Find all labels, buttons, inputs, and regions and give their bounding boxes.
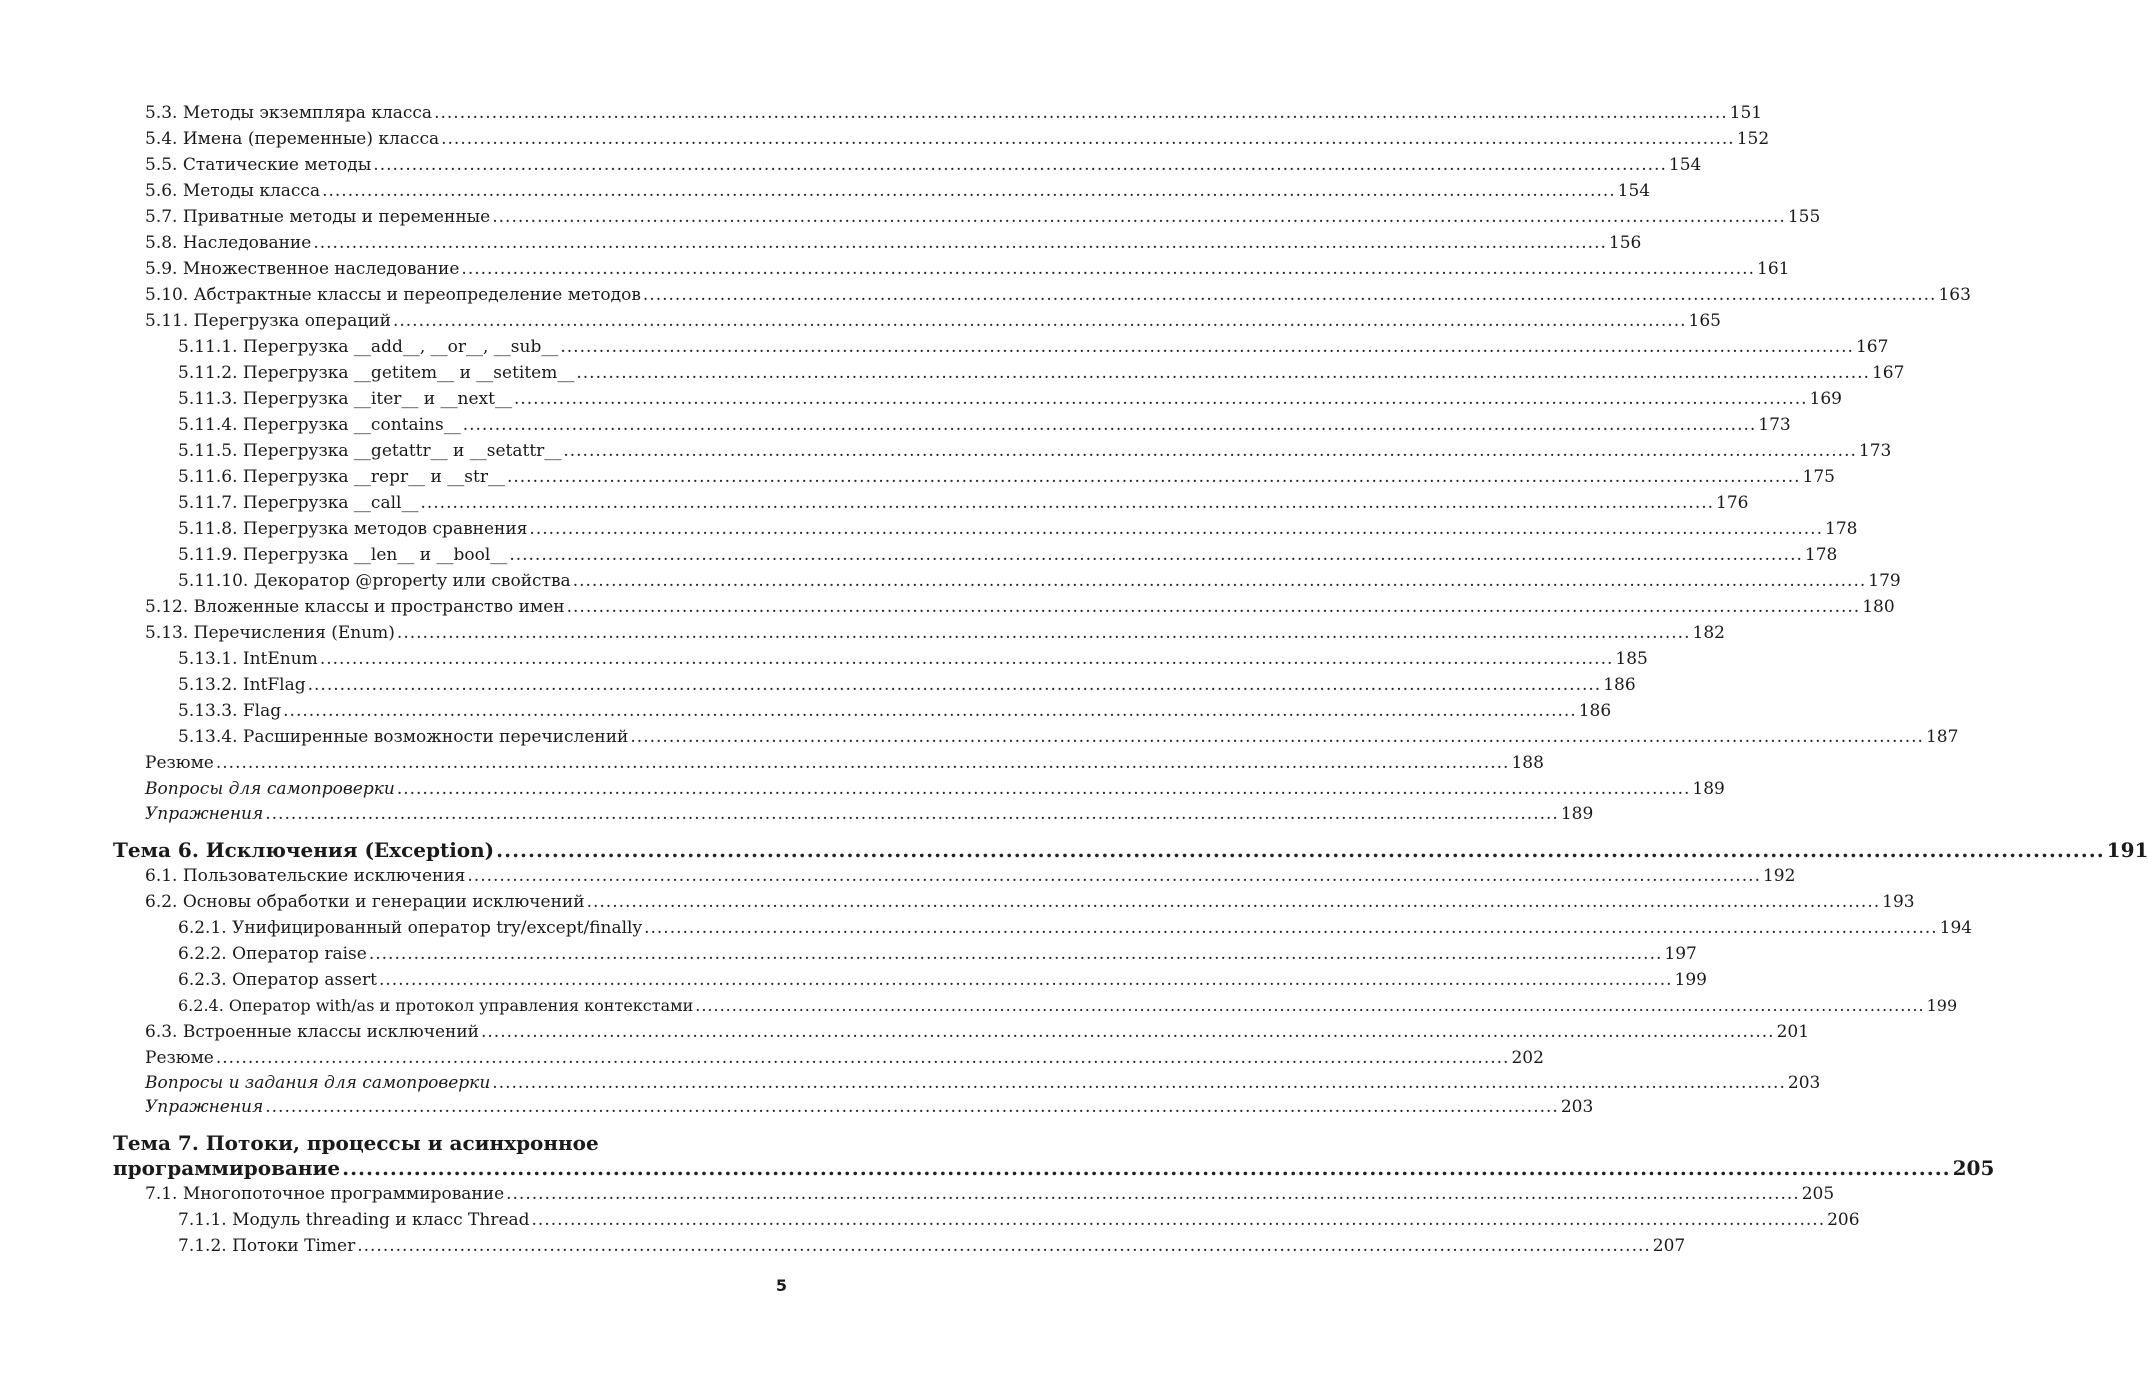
toc-entry-title: 5.13.2. IntFlag	[178, 675, 306, 695]
dot-leader: ..........................................................................................................................................................................................................	[642, 285, 1937, 305]
toc-entry-page: 189	[1560, 804, 1594, 824]
toc-entry-page: 179	[1868, 571, 1901, 591]
toc-entry-page: 189	[1692, 779, 1725, 799]
toc-entry	[178, 967, 1707, 993]
toc-entry-title: Вопросы и задания для самопроверки	[145, 1073, 491, 1093]
toc-entry-title: 7.1.1. Модуль threading и класс Thread	[178, 1210, 530, 1230]
dot-leader: ..........................................................................................................................................................................................................	[215, 1048, 1510, 1068]
toc-entry	[145, 1094, 1594, 1120]
toc-entry-page: 199	[1926, 996, 1958, 1015]
toc-entry-title: 7.1. Многопоточное программирование	[145, 1184, 505, 1204]
toc-entry	[178, 993, 1958, 1019]
toc-entry-page: 175	[1802, 467, 1835, 487]
toc-entry	[145, 801, 1594, 827]
toc-entry-title: 6.3. Встроенные классы исключений	[145, 1022, 479, 1042]
toc-entry-title: 5.11.8. Перегрузка методов сравнения	[178, 519, 528, 539]
toc-entry-page: 199	[1674, 970, 1707, 990]
dot-leader: ..........................................................................................................................................................................................................	[529, 519, 1823, 539]
toc-entry	[178, 386, 1842, 412]
toc-entry-page: 178	[1804, 545, 1838, 565]
dot-leader: ..........................................................................................................................................................................................................	[265, 804, 1559, 824]
toc-entry	[178, 542, 1838, 568]
dot-leader: ..........................................................................................................................................................................................................	[265, 1097, 1559, 1117]
toc-entry-page: 167	[1871, 363, 1905, 383]
dot-leader: ..........................................................................................................................................................................................................	[441, 129, 1735, 149]
dot-leader: ..........................................................................................................................................................................................................	[506, 1184, 1800, 1204]
toc-entry-page: 186	[1578, 701, 1612, 721]
toc-entry	[178, 568, 1901, 594]
dot-leader: ..........................................................................................................................................................................................................	[357, 1236, 1651, 1256]
dot-leader: ..........................................................................................................................................................................................................	[396, 623, 1691, 643]
toc-entry-page: 154	[1668, 155, 1702, 175]
toc-entry	[178, 724, 1959, 750]
toc-entry	[145, 1019, 1810, 1045]
toc-entry-title: программирование	[113, 1156, 341, 1180]
toc-entry	[145, 863, 1796, 889]
toc-entry-page: 187	[1925, 727, 1959, 747]
toc-entry-title: Вопросы для самопроверки	[145, 779, 395, 799]
toc-entry	[178, 438, 1892, 464]
toc-entry-title: 5.7. Приватные методы и переменные	[145, 207, 491, 227]
toc-entry-page: 202	[1511, 1048, 1544, 1068]
toc-entry-title: Упражнения	[145, 804, 264, 824]
toc-entry	[178, 1207, 1860, 1233]
dot-leader: ..........................................................................................................................................................................................................	[572, 571, 1867, 591]
toc-entry-page: 194	[1939, 918, 1973, 938]
dot-leader: ..........................................................................................................................................................................................................	[396, 779, 1691, 799]
toc-entry-title: Тема 6. Исключения (Exception)	[113, 838, 495, 862]
toc-entry-page: 203	[1560, 1097, 1594, 1117]
toc-entry	[178, 464, 1835, 490]
toc-entry	[145, 308, 1721, 334]
toc-entry-page: 193	[1882, 892, 1915, 912]
toc-entry-title: 7.1.2. Потоки Timer	[178, 1236, 356, 1256]
toc-entry-title: 6.2. Основы обработки и генерации исключений	[145, 892, 585, 912]
dot-leader: ..........................................................................................................................................................................................................	[307, 675, 1602, 695]
dot-leader: ..........................................................................................................................................................................................................	[313, 233, 1607, 253]
dot-leader: ..........................................................................................................................................................................................................	[695, 996, 1925, 1015]
toc-entry-title: Резюме	[145, 753, 214, 773]
dot-leader: ..........................................................................................................................................................................................................	[576, 363, 1870, 383]
dot-leader: ..........................................................................................................................................................................................................	[566, 597, 1861, 617]
toc-entry-page: 151	[1729, 103, 1763, 123]
toc-entry-title: 5.11.4. Перегрузка __contains__	[178, 415, 461, 435]
dot-leader: ..........................................................................................................................................................................................................	[434, 103, 1728, 123]
toc-entry-title: 5.13.1. IntEnum	[178, 649, 318, 669]
toc-entry-title: 5.11.6. Перегрузка __repr__ и __str__	[178, 467, 505, 487]
toc-entry-title: 6.2.1. Унифицированный оператор try/except/finally	[178, 918, 643, 938]
toc-entry-page: 167	[1855, 337, 1889, 357]
toc-entry-title: 5.6. Методы класса	[145, 181, 321, 201]
dot-leader: ..........................................................................................................................................................................................................	[492, 207, 1786, 227]
toc-entry-title: Упражнения	[145, 1097, 264, 1117]
dot-leader: ..........................................................................................................................................................................................................	[513, 389, 1808, 409]
toc-entry	[178, 915, 1973, 941]
toc-entry-title: 5.11.2. Перегрузка __getitem__ и __setitem__	[178, 363, 575, 383]
dot-leader: ..........................................................................................................................................................................................................	[461, 259, 1755, 279]
toc-entry	[145, 230, 1642, 256]
toc-entry-title: 5.3. Методы экземпляра класса	[145, 103, 433, 123]
page-number: 5	[775, 1276, 787, 1295]
toc-entry-title: 5.11.1. Перегрузка __add__, __or__, __sub__	[178, 337, 559, 357]
toc-entry-page: 188	[1511, 753, 1544, 773]
toc-entry	[178, 334, 1889, 360]
toc-entry-title: Резюме	[145, 1048, 214, 1068]
toc-entry	[145, 100, 1763, 126]
toc-entry-page: 207	[1652, 1236, 1686, 1256]
toc-entry-title: 5.11. Перегрузка операций	[145, 311, 391, 331]
toc-entry	[145, 776, 1725, 802]
toc-entry-page: 173	[1858, 441, 1892, 461]
toc-entry	[145, 1045, 1544, 1071]
toc-entry-page: 154	[1617, 181, 1651, 201]
dot-leader: ..........................................................................................................................................................................................................	[492, 1073, 1786, 1093]
toc-entry-page: 191	[2106, 838, 2148, 862]
toc-entry	[178, 516, 1858, 542]
dot-leader: ..........................................................................................................................................................................................................	[509, 545, 1803, 565]
toc-entry-page: 186	[1603, 675, 1636, 695]
toc-entry-page: 176	[1716, 493, 1749, 513]
dot-leader: ..........................................................................................................................................................................................................	[462, 415, 1757, 435]
toc-entry-page: 185	[1615, 649, 1648, 669]
toc-entry-title: 6.2.2. Оператор raise	[178, 944, 367, 964]
toc-entry-page: 205	[1952, 1156, 1995, 1180]
toc-entry	[145, 282, 1971, 308]
toc-entry	[145, 750, 1544, 776]
toc-entry	[178, 646, 1648, 672]
toc-entry	[145, 256, 1790, 282]
toc-chapter-title-line: Тема 7. Потоки, процессы и асинхронное	[113, 1131, 599, 1155]
toc-entry-page: 156	[1608, 233, 1642, 253]
toc-entry	[178, 490, 1749, 516]
toc-entry-page: 161	[1757, 259, 1790, 279]
toc-entry	[145, 594, 1895, 620]
toc-entry	[178, 1233, 1686, 1259]
toc-entry-title: 5.13. Перечисления (Enum)	[145, 623, 395, 643]
dot-leader: ..........................................................................................................................................................................................................	[630, 727, 1924, 747]
toc-entry	[145, 178, 1651, 204]
toc-entry-page: 205	[1801, 1184, 1835, 1204]
toc-entry	[145, 204, 1821, 230]
toc-chapter-entry	[113, 1154, 1995, 1182]
toc-entry-title: 5.13.4. Расширенные возможности перечислений	[178, 727, 629, 747]
toc-entry-title: 5.12. Вложенные классы и пространство имен	[145, 597, 565, 617]
toc-entry-page: 197	[1664, 944, 1697, 964]
toc-entry	[145, 620, 1725, 646]
dot-leader: ..........................................................................................................................................................................................................	[368, 944, 1663, 964]
dot-leader: ..........................................................................................................................................................................................................	[560, 337, 1854, 357]
dot-leader: ..........................................................................................................................................................................................................	[531, 1210, 1826, 1230]
toc-entry-title: 5.11.5. Перегрузка __getattr__ и __setattr__	[178, 441, 562, 461]
toc-entry	[178, 412, 1791, 438]
toc-entry-title: 5.10. Абстрактные классы и переопределение методов	[145, 285, 641, 305]
dot-leader: ..........................................................................................................................................................................................................	[496, 838, 2105, 862]
toc-entry-page: 201	[1776, 1022, 1810, 1042]
toc-entry-title: 5.5. Статические методы	[145, 155, 372, 175]
dot-leader: ..........................................................................................................................................................................................................	[373, 155, 1667, 175]
dot-leader: ..........................................................................................................................................................................................................	[322, 181, 1616, 201]
toc-entry-title: 5.11.10. Декоратор @property или свойства	[178, 571, 571, 591]
toc-entry-title: 5.9. Множественное наследование	[145, 259, 460, 279]
toc-entry-title: 5.11.7. Перегрузка __call__	[178, 493, 419, 513]
dot-leader: ..........................................................................................................................................................................................................	[467, 866, 1761, 886]
toc-entry-page: 155	[1787, 207, 1821, 227]
toc-entry-page: 169	[1809, 389, 1842, 409]
dot-leader: ..........................................................................................................................................................................................................	[215, 753, 1510, 773]
toc-entry	[145, 152, 1702, 178]
toc-entry-title: 6.2.3. Оператор assert	[178, 970, 377, 990]
toc-entry-page: 152	[1736, 129, 1770, 149]
toc-entry	[145, 1181, 1835, 1207]
toc-entry-page: 173	[1758, 415, 1791, 435]
dot-leader: ..........................................................................................................................................................................................................	[319, 649, 1614, 669]
toc-entry	[145, 126, 1770, 152]
toc-entry	[178, 360, 1905, 386]
dot-leader: ..........................................................................................................................................................................................................	[283, 701, 1577, 721]
dot-leader: ..........................................................................................................................................................................................................	[586, 892, 1881, 912]
toc-entry-title: 5.8. Наследование	[145, 233, 312, 253]
dot-leader: ..........................................................................................................................................................................................................	[392, 311, 1687, 331]
toc-entry-title: 5.11.3. Перегрузка __iter__ и __next__	[178, 389, 512, 409]
toc-entry-title: 5.11.9. Перегрузка __len__ и __bool__	[178, 545, 508, 565]
dot-leader: ..........................................................................................................................................................................................................	[342, 1156, 1951, 1180]
toc-entry-page: 206	[1827, 1210, 1860, 1230]
toc-entry-page: 178	[1825, 519, 1858, 539]
dot-leader: ..........................................................................................................................................................................................................	[563, 441, 1857, 461]
toc-entry-title: 6.1. Пользовательские исключения	[145, 866, 466, 886]
toc-entry	[145, 1070, 1821, 1096]
toc-entry-title: 6.2.4. Оператор with/as и протокол управления контекстами	[178, 996, 694, 1015]
toc-entry-title: 5.4. Имена (переменные) класса	[145, 129, 440, 149]
toc-entry-title: 5.13.3. Flag	[178, 701, 282, 721]
toc-entry	[145, 889, 1915, 915]
toc-entry-page: 165	[1688, 311, 1721, 331]
toc-entry-page: 203	[1787, 1073, 1821, 1093]
toc-entry	[178, 698, 1612, 724]
toc-entry	[178, 941, 1697, 967]
toc-entry-page: 192	[1762, 866, 1796, 886]
dot-leader: ..........................................................................................................................................................................................................	[420, 493, 1715, 513]
toc-entry	[178, 672, 1636, 698]
toc-chapter-entry	[113, 836, 2148, 864]
dot-leader: ..........................................................................................................................................................................................................	[644, 918, 1938, 938]
dot-leader: ..........................................................................................................................................................................................................	[378, 970, 1673, 990]
toc-entry-page: 163	[1938, 285, 1971, 305]
toc-entry-page: 180	[1862, 597, 1895, 617]
dot-leader: ..........................................................................................................................................................................................................	[481, 1022, 1775, 1042]
toc-entry-page: 182	[1692, 623, 1725, 643]
dot-leader: ..........................................................................................................................................................................................................	[506, 467, 1801, 487]
